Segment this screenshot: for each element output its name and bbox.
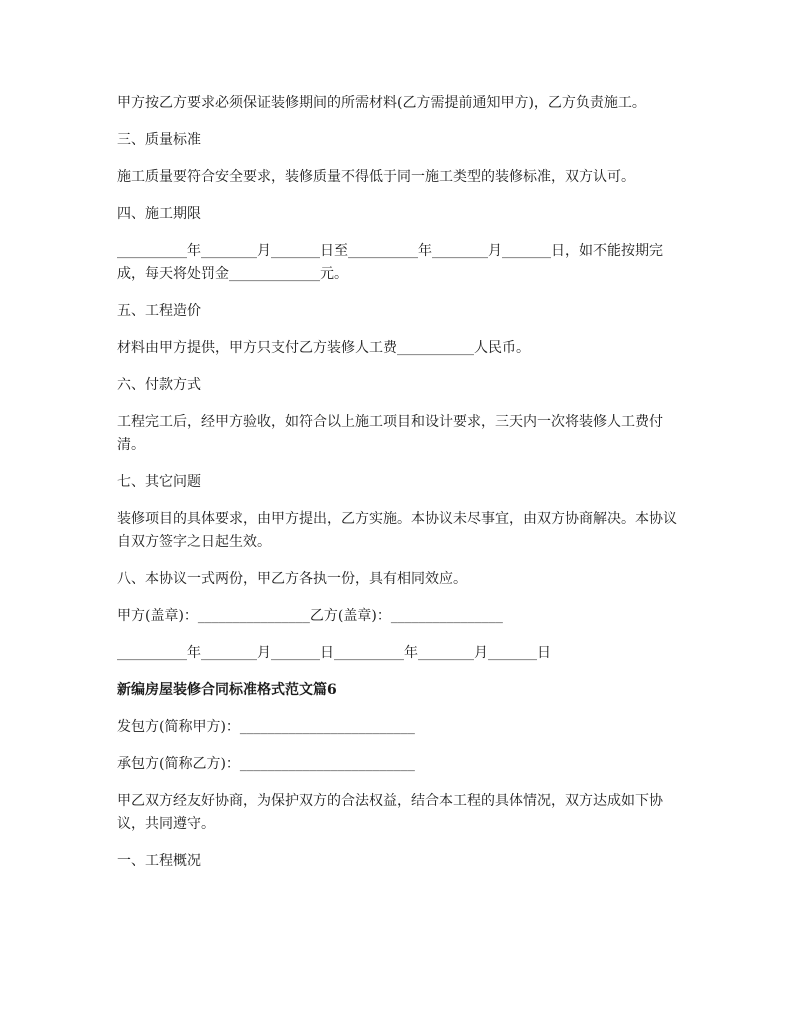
article-title: 新编房屋装修合同标准格式范文篇6 (117, 682, 337, 698)
signature-line: 甲方(盖章)：________________乙方(盖章)：________________ (117, 608, 503, 624)
section-heading-quality: 三、质量标准 (117, 132, 201, 148)
paragraph-copies: 八、本协议一式两份，甲乙方各执一份，具有相同效应。 (117, 571, 467, 587)
date-line: __________年________月_______日__________年________月_______日 (117, 645, 551, 661)
section-heading-cost: 五、工程造价 (117, 303, 201, 319)
paragraph-other: 装修项目的具体要求，由甲方提出，乙方实施。本协议未尽事宜，由双方协商解决。本协议自双方签字之日起生效。 (117, 511, 677, 550)
paragraph-cost: 材料由甲方提供，甲方只支付乙方装修人工费___________人民币。 (117, 340, 530, 356)
party-a-line: 发包方(简称甲方)：_________________________ (117, 719, 415, 735)
section-heading-other: 七、其它问题 (117, 474, 201, 490)
section-heading-overview: 一、工程概况 (117, 853, 201, 869)
party-b-line: 承包方(简称乙方)：_________________________ (117, 756, 415, 772)
section-heading-payment: 六、付款方式 (117, 377, 201, 393)
paragraph-payment: 工程完工后，经甲方验收，如符合以上施工项目和设计要求，三天内一次将装修人工费付清。 (117, 414, 663, 453)
paragraph-quality: 施工质量要符合安全要求，装修质量不得低于同一施工类型的装修标准，双方认可。 (117, 169, 635, 185)
paragraph-agreement: 甲乙双方经友好协商，为保护双方的合法权益，结合本工程的具体情况，双方达成如下协议，共同遵守。 (117, 793, 663, 832)
section-heading-period: 四、施工期限 (117, 206, 201, 222)
paragraph-period: __________年________月_______日至__________年________月_______日，如不能按期完成，每天将处罚金_____________元。 (117, 243, 663, 282)
paragraph-materials: 甲方按乙方要求必须保证装修期间的所需材料(乙方需提前通知甲方)，乙方负责施工。 (117, 95, 646, 111)
